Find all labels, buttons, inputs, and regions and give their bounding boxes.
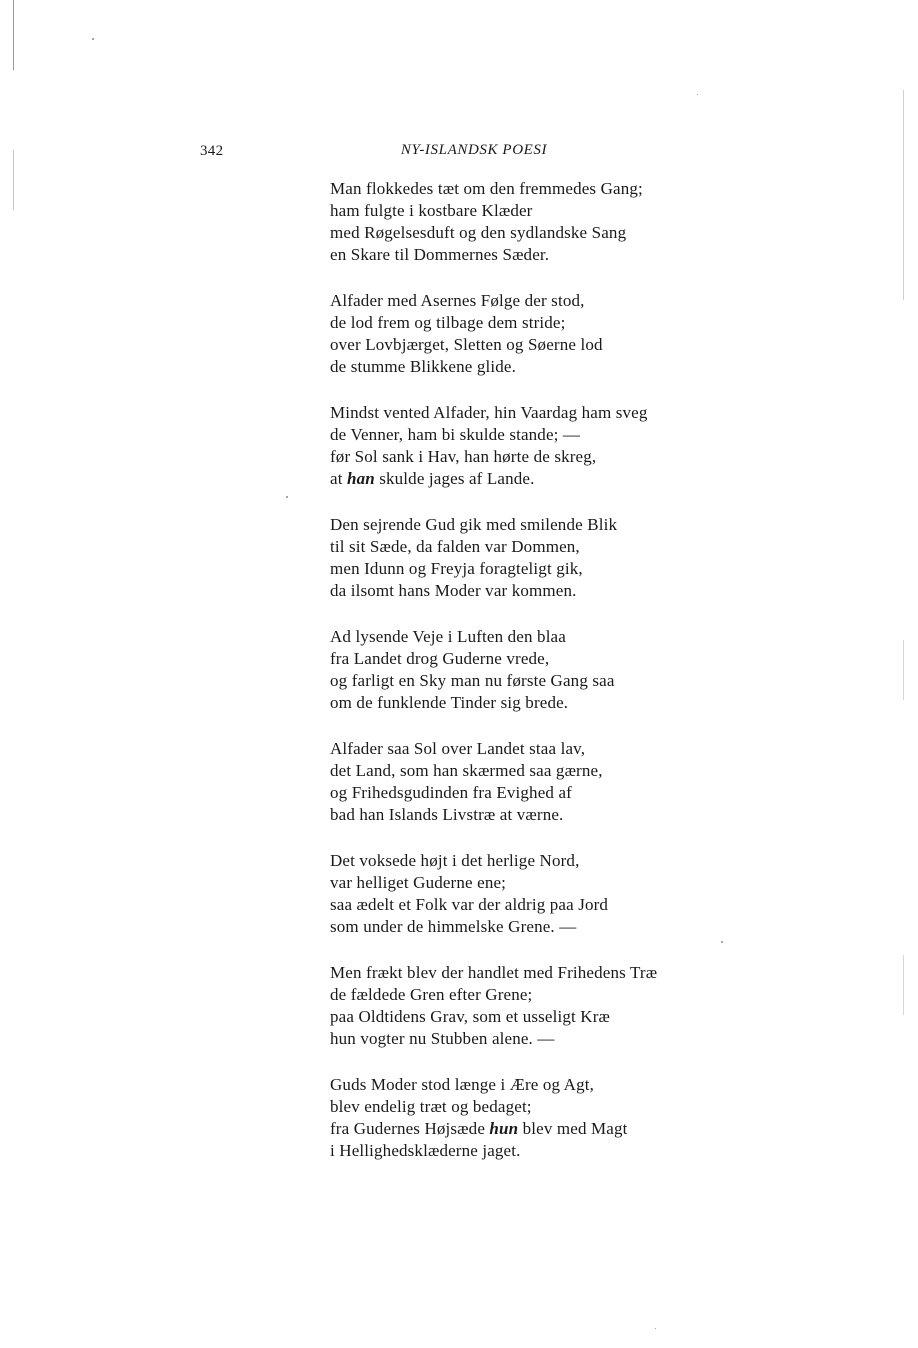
stanza	[330, 1074, 750, 1162]
poem-line: Ad lysende Veje i Luften den blaa	[330, 627, 566, 646]
poem-line: før Sol sank i Hav, han hørte de skreg,	[330, 447, 597, 466]
scan-speck	[92, 38, 94, 40]
page-number: 342	[200, 143, 224, 159]
poem-line: det Land, som han skærmed saa gærne,	[330, 761, 603, 780]
poem-line: med Røgelsesduft og den sydlandske Sang	[330, 223, 627, 242]
poem-line: og farligt en Sky man nu første Gang saa	[330, 671, 615, 690]
poem-line: Men frækt blev der handlet med Frihedens Træ	[330, 963, 658, 982]
running-title: NY-ISLANDSK POESI	[400, 142, 548, 158]
scan-edge-mark	[13, 0, 14, 70]
poem-line: som under de himmelske Grene. —	[330, 917, 577, 936]
poem-line: saa ædelt et Folk var der aldrig paa Jord	[330, 895, 609, 914]
poem-line: om de funklende Tinder sig brede.	[330, 693, 569, 712]
scan-edge-mark	[903, 955, 904, 1015]
stanza	[330, 626, 750, 714]
poem-line: fra Gudernes Højsæde hun blev med Magt	[330, 1119, 628, 1138]
stanza	[330, 178, 750, 266]
poem-line: til sit Sæde, da falden var Dommen,	[330, 537, 580, 556]
emphasized-word: han	[346, 469, 375, 488]
stanza	[330, 514, 750, 602]
poem-line: Guds Moder stod længe i Ære og Agt,	[330, 1075, 595, 1094]
poem-line: i Hellighedsklæderne jaget.	[330, 1141, 521, 1160]
poem-line: Mindst vented Alfader, hin Vaardag ham sveg	[330, 403, 648, 422]
scan-speck	[655, 1328, 656, 1329]
poem-line: hun vogter nu Stubben alene. —	[330, 1029, 555, 1048]
scan-edge-mark	[903, 90, 904, 300]
poem-line: ham fulgte i kostbare Klæder	[330, 201, 533, 220]
poem-line: Alfader med Asernes Følge der stod,	[330, 291, 585, 310]
scan-speck	[286, 496, 288, 498]
scan-speck	[697, 94, 698, 95]
poem-line: over Lovbjærget, Sletten og Søerne lod	[330, 335, 603, 354]
poem-line: og Frihedsgudinden fra Evighed af	[330, 783, 572, 802]
poem-line: de Venner, ham bi skulde stande; —	[330, 425, 581, 444]
poem-line: Alfader saa Sol over Landet staa lav,	[330, 739, 586, 758]
poem-line: var helliget Guderne ene;	[330, 873, 507, 892]
poem-line: de lod frem og tilbage dem stride;	[330, 313, 566, 332]
poem-line: fra Landet drog Guderne vrede,	[330, 649, 550, 668]
poem-line: blev endelig træt og bedaget;	[330, 1097, 532, 1116]
poem-line: at han skulde jages af Lande.	[330, 469, 535, 488]
scan-edge-mark	[13, 150, 14, 210]
stanza	[330, 738, 750, 826]
scan-edge-mark	[903, 640, 904, 700]
poem-line: da ilsomt hans Moder var kommen.	[330, 581, 577, 600]
poem-line: bad han Islands Livstræ at værne.	[330, 805, 564, 824]
poem-line: Den sejrende Gud gik med smilende Blik	[330, 515, 618, 534]
stanza	[330, 850, 750, 938]
poem-line: en Skare til Dommernes Sæder.	[330, 245, 550, 264]
poem-line: de fældede Gren efter Grene;	[330, 985, 533, 1004]
poem-body	[330, 178, 750, 1186]
poem-line: Det voksede højt i det herlige Nord,	[330, 851, 580, 870]
stanza	[330, 290, 750, 378]
stanza	[330, 402, 750, 490]
poem-line: paa Oldtidens Grav, som et usseligt Kræ	[330, 1007, 611, 1026]
poem-line: Man flokkedes tæt om den fremmedes Gang;	[330, 179, 643, 198]
poem-line: men Idunn og Freyja foragteligt gik,	[330, 559, 583, 578]
emphasized-word: hun	[489, 1119, 519, 1138]
poem-line: de stumme Blikkene glide.	[330, 357, 516, 376]
stanza	[330, 962, 750, 1050]
